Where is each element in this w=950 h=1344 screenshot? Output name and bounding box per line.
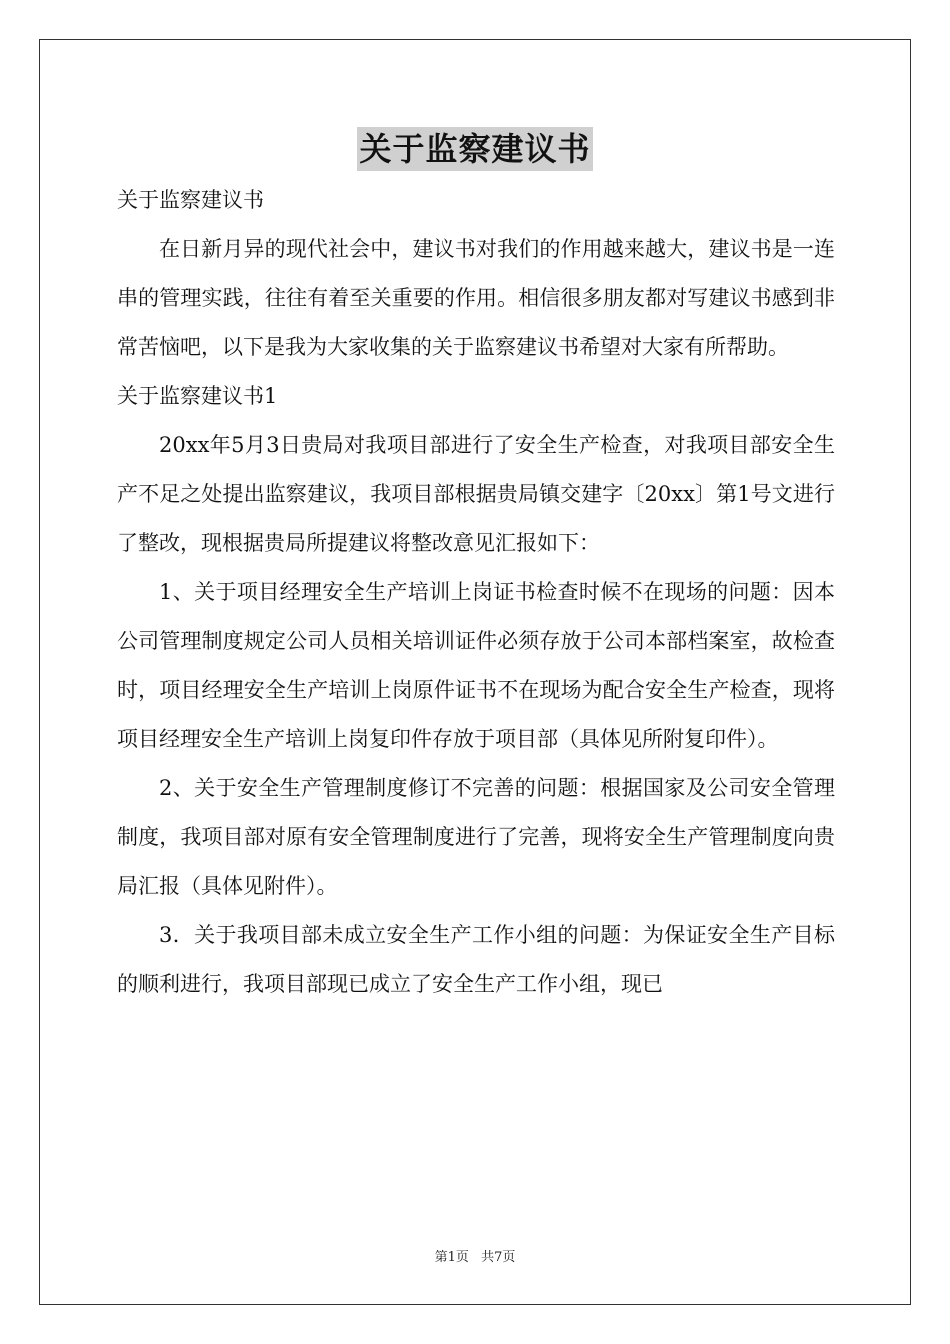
- paragraph-body: 20xx年5月3日贵局对我项目部进行了安全生产检查，对我项目部安全生产不足之处提出监察建议，我项目部根据贵局镇交建字〔20xx〕第1号文进行了整改，现根据贵局所提建议将整改意见汇报如下：: [117, 433, 835, 555]
- paragraph-subtitle: 关于监察建议书: [117, 188, 264, 212]
- page-footer: [0, 1246, 950, 1265]
- title-container: [0, 127, 950, 171]
- paragraph-item-2: 2、关于安全生产管理制度修订不完善的问题：根据国家及公司安全管理制度，我项目部对原有安全管理制度进行了完善，现将安全生产管理制度向贵局汇报（具体见附件）。: [117, 776, 835, 898]
- paragraph-item-3: 3．关于我项目部未成立安全生产工作小组的问题：为保证安全生产目标的顺利进行，我项目部现已成立了安全生产工作小组，现已: [117, 923, 835, 996]
- document-title: 关于监察建议书: [357, 127, 592, 171]
- paragraph-intro: 在日新月异的现代社会中，建议书对我们的作用越来越大，建议书是一连串的管理实践，往往有着至关重要的作用。相信很多朋友都对写建议书感到非常苦恼吧，以下是我为大家收集的关于监察建议书希望对大家有所帮助。: [117, 237, 835, 359]
- page-number-total: 共7页: [481, 1250, 516, 1265]
- paragraph-item-1: 1、关于项目经理安全生产培训上岗证书检查时候不在现场的问题：因本公司管理制度规定公司人员相关培训证件必须存放于公司本部档案室，故检查时，项目经理安全生产培训上岗原件证书不在现场为配合安全生产检查，现将项目经理安全生产培训上岗复印件存放于项目部（具体见所附复印件）。: [117, 580, 835, 751]
- paragraph-section-heading: 关于监察建议书1: [117, 384, 278, 408]
- document-body: [117, 176, 835, 1009]
- page-number-current: 第1页: [434, 1250, 469, 1265]
